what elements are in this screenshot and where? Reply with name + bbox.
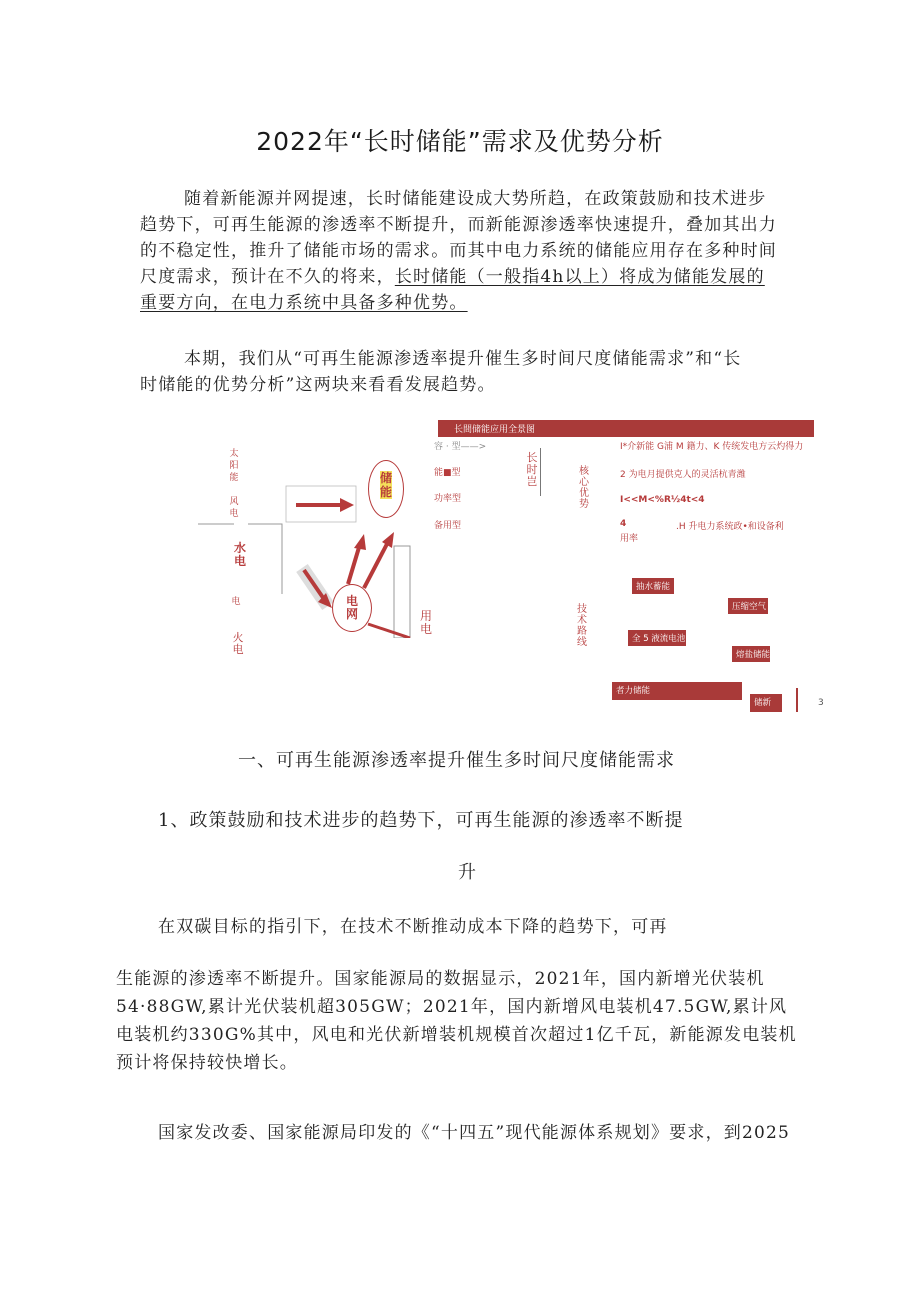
type-power: 功率型 bbox=[434, 494, 462, 504]
tech-edge-bar bbox=[796, 688, 798, 712]
source-electric: 电 bbox=[231, 597, 241, 607]
tech-gravity-storage: 者力储能 bbox=[612, 682, 742, 700]
intro-line-4 bbox=[140, 264, 765, 291]
intro-line-1: 随着新能源并网提速，长时储能建设成大势所趋，在政策鼓励和技术进步 bbox=[184, 189, 767, 209]
tech-molten-salt: 熔盐储能 bbox=[732, 646, 770, 662]
tech-new-storage: 储新 bbox=[750, 694, 782, 712]
body-line-4: 电装机约330G%其中，风电和光伏新增装机规模首次超过1亿千瓦，新能源发电装机 bbox=[116, 1025, 797, 1045]
body-line-5: 预计将保持较快增长。 bbox=[116, 1053, 298, 1073]
figure-page-mark: 3 bbox=[818, 698, 824, 708]
tech-compressed-air: 压缩空气 bbox=[728, 598, 768, 614]
tech-route-label: 技术路线 bbox=[577, 604, 587, 648]
document-title: 2022年“长时储能”需求及优势分析 bbox=[256, 127, 664, 156]
section-heading-1: 一、可再生能源渗透率提升催生多时间尺度储能需求 bbox=[238, 750, 675, 771]
figure-header: 长間储能应用全景图 bbox=[438, 420, 814, 437]
subheading-1-line-1: 1、政策鼓励和技术进步的趋势下，可再生能源的渗透率不断提 bbox=[158, 810, 684, 831]
intro-line-5: 重要方向，在电力系统中具备多种优势。 bbox=[140, 293, 468, 313]
type-standby: 备用型 bbox=[434, 521, 462, 531]
core-advantage-label: 核心优势 bbox=[579, 466, 589, 510]
flow-arrows-drawing bbox=[198, 438, 438, 638]
issue-line-1: 本期，我们从“可再生能源渗透率提升催生多时间尺度储能需求”和“长 bbox=[184, 349, 742, 369]
grid-label: 电网 bbox=[346, 594, 359, 621]
type-capacity: 容 · 型——> bbox=[434, 442, 487, 452]
intro-line-2: 趋势下，可再生能源的渗透率不断提升，而新能源渗透率快速提升，叠加其出力 bbox=[140, 215, 777, 235]
type-energy: 能■型 bbox=[434, 468, 461, 478]
tech-pumped-hydro: 抽水蓄能 bbox=[632, 578, 674, 594]
storage-label: 储能 bbox=[380, 471, 393, 499]
body-line-2: 生能源的渗透率不断提升。国家能源局的数据显示，2021年，国内新增光伏装机 bbox=[116, 969, 765, 989]
storage-overview-figure bbox=[198, 418, 824, 718]
source-solar: 太阳能 bbox=[229, 449, 239, 483]
body-line-3: 54·88GW,累计光伏装机超305GW；2021年，国内新增风电装机47.5GW,累计风 bbox=[116, 997, 788, 1017]
source-wind: 风电 bbox=[229, 497, 239, 519]
intro-line-3: 的不稳定性，推升了储能市场的需求。而其中电力系统的储能应用存在多种时间 bbox=[140, 241, 777, 261]
source-hydro: 水电 bbox=[234, 541, 247, 568]
core-point-4-cont: 用率 bbox=[620, 534, 639, 544]
storage-node bbox=[368, 460, 404, 518]
use-label: 用电 bbox=[420, 609, 433, 636]
body-line-1: 在双碳目标的指引下，在技术不断推动成本下降的趋势下，可再 bbox=[158, 917, 668, 937]
core-point-2: 2 为电月提供克人的灵活杭青潍 bbox=[620, 470, 746, 480]
issue-line-2: 时储能的优势分析”这两块来看看发展趋势。 bbox=[140, 375, 496, 395]
divider-line bbox=[540, 448, 541, 496]
body-line-6: 国家发改委、国家能源局印发的《“十四五”现代能源体系规划》要求，到2025 bbox=[158, 1123, 791, 1143]
core-point-1: I*介新能 G浦 M 籍力、K 传统发电方云灼得力 bbox=[620, 442, 804, 452]
source-thermal: 火电 bbox=[232, 631, 244, 656]
intro-emphasis-text: 长时储能（一般指4h以上）将成为储能发展的 bbox=[394, 267, 765, 287]
core-point-4-num: 4 bbox=[620, 519, 627, 529]
long-duration-label: 长时岂 bbox=[526, 451, 538, 488]
subheading-1-line-2: 升 bbox=[458, 862, 477, 883]
grid-node bbox=[332, 584, 372, 632]
tech-flow-battery: 全 5 液流电池 bbox=[628, 630, 686, 646]
core-point-4: .H 升电力系统政•和设备利 bbox=[676, 522, 784, 532]
intro-line-4-text: 尺度需求，预计在不久的将来， bbox=[140, 267, 395, 287]
core-point-3: I<<M<%R½4t<4 bbox=[620, 495, 705, 505]
